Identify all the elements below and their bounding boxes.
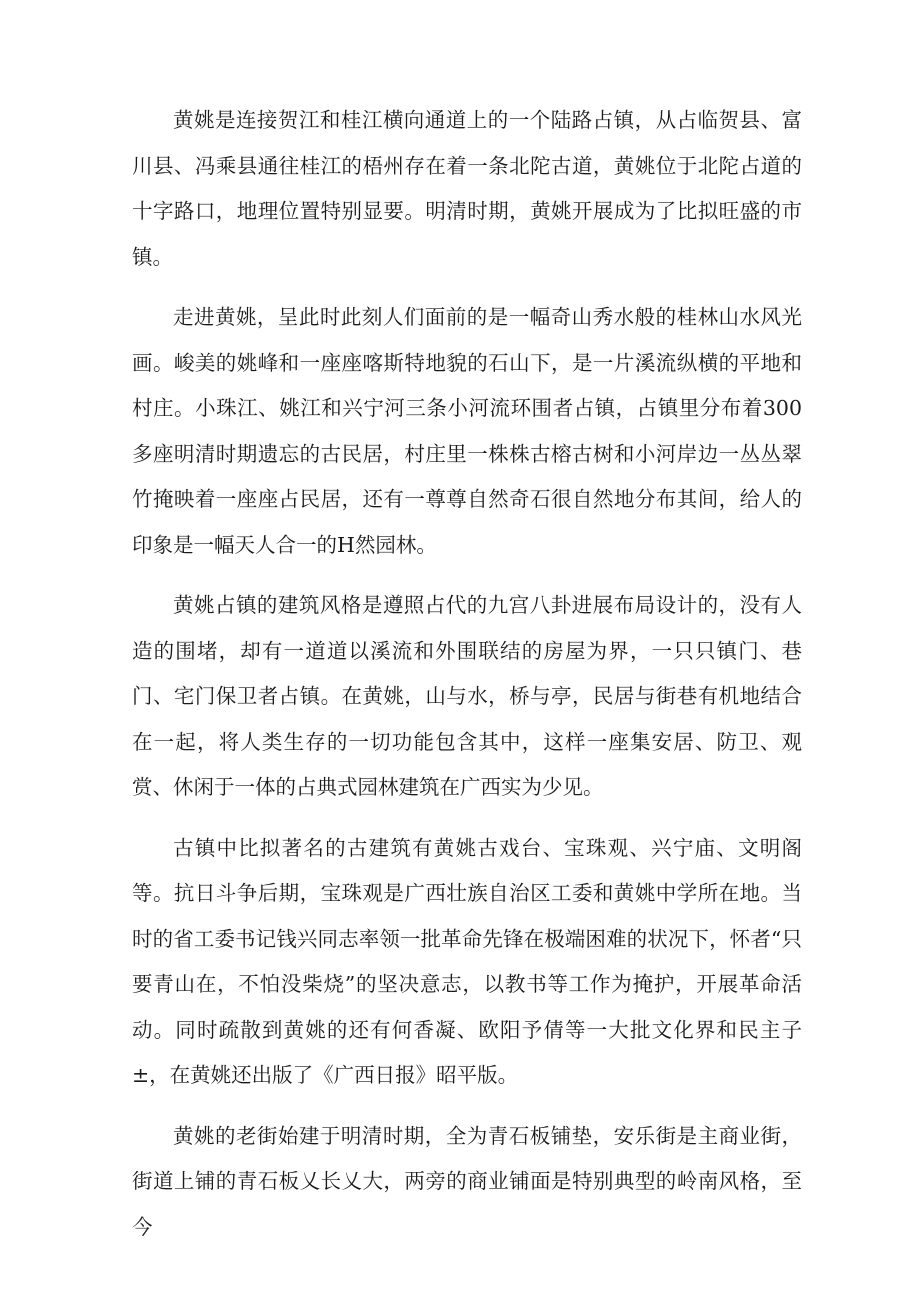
paragraph-3: 黄姚占镇的建筑风格是遵照占代的九宫八卦进展布局设计的，没有人造的围堵，却有一道道以溪流和外围联结的房屋为界，一只只镇门、巷门、宅门保卫者占镇。在黄姚，山与水，桥与亭，民居与街巷有机地结合在一起，将人类生存的一切功能包含其中，这样一座集安居、防卫、观赏、休闲于一体的占典式园林建筑在广西实为少见。 bbox=[132, 593, 802, 799]
paragraph-2: 走进黄姚，呈此时此刻人们面前的是一幅奇山秀水般的桂林山水风光画。峻美的姚峰和一座座喀斯特地貌的石山下，是一片溪流纵横的平地和村庄。小珠江、姚江和兴宁河三条小河流环围者占镇，占镇里分布着300多座明清时期遗忘的古民居，村庄里一株株古榕古树和小河岸边一丛丛翠竹掩映着一座座占民居，还有一尊尊自然奇石很自然地分布其间，给人的印象是一幅天人合一的H然园林。 bbox=[132, 305, 802, 557]
paragraph-4: 古镇中比拟著名的古建筑有黄姚古戏台、宝珠观、兴宁庙、文明阁等。抗日斗争后期，宝珠观是广西壮族自治区工委和黄姚中学所在地。当时的省工委书记钱兴同志率领一批革命先锋在极端困难的状况下，怀者“只要青山在，不怕没柴烧”的坚决意志，以教书等工作为掩护，开展革命活动。同时疏散到黄姚的还有何香凝、欧阳予倩等一大批文化界和民主子±，在黄姚还出版了《广西日报》昭平版。 bbox=[132, 835, 802, 1087]
document-body bbox=[132, 98, 802, 1265]
paragraph-1: 黄姚是连接贺江和桂江横向通道上的一个陆路占镇，从占临贺县、富川县、冯乘县通往桂江的梧州存在着一条北陀古道，黄姚位于北陀占道的十字路口，地理位置特别显要。明清时期，黄姚开展成为了比拟旺盛的市镇。 bbox=[132, 108, 802, 269]
paragraph-5: 黄姚的老街始建于明清时期，全为青石板铺垫，安乐街是主商业街，街道上铺的青石板乂长乂大，两旁的商业铺面是特别典型的岭南风格，至今 bbox=[132, 1123, 802, 1239]
